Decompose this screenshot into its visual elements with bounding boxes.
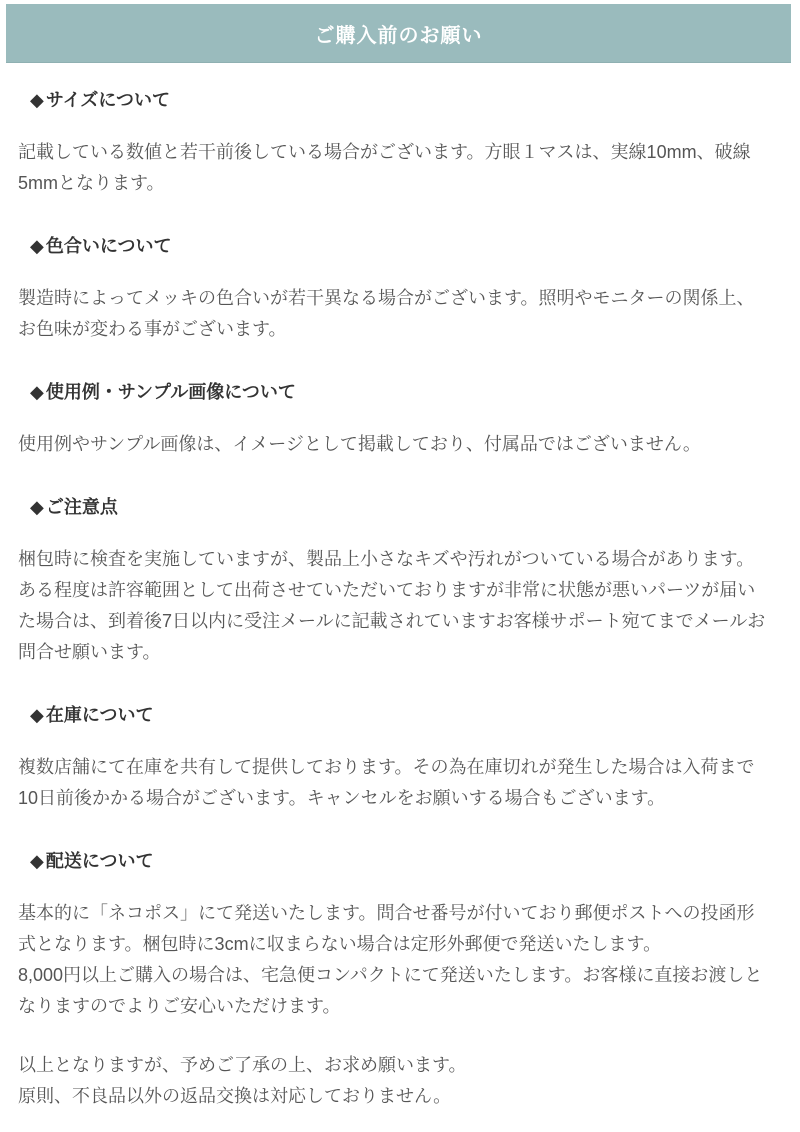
- section-heading-label: ご注意点: [45, 497, 118, 517]
- section-heading-label: 配送について: [45, 851, 154, 871]
- diamond-bullet-icon: ◆: [30, 851, 44, 871]
- section-heading-label: 使用例・サンプル画像について: [45, 382, 296, 402]
- page-title: ご購入前のお願い: [314, 24, 483, 47]
- section-stock: [18, 704, 780, 814]
- section-heading: [30, 89, 780, 111]
- section-heading: [30, 381, 780, 403]
- section-body: [18, 898, 780, 1022]
- section-body: [18, 429, 780, 460]
- section-body: [18, 137, 780, 199]
- section-heading-label: 在庫について: [45, 705, 154, 725]
- page-title-banner: [6, 4, 791, 63]
- diamond-bullet-icon: ◆: [30, 236, 44, 256]
- body-paragraph: 基本的に「ネコポス」にて発送いたします。問合せ番号が付いており郵便ポストへの投函形式となります。梱包時に3cmに収まらない場合は定形外郵便で発送いたします。: [18, 903, 755, 954]
- section-shipping: [18, 850, 780, 1022]
- section-color: [18, 235, 780, 345]
- section-heading-label: 色合いについて: [45, 236, 172, 256]
- section-heading: [30, 704, 780, 726]
- diamond-bullet-icon: ◆: [30, 705, 44, 725]
- diamond-bullet-icon: ◆: [30, 382, 44, 402]
- section-body: [18, 283, 780, 345]
- section-heading: [30, 235, 780, 257]
- body-paragraph: 梱包時に検査を実施していますが、製品上小さなキズや汚れがついている場合があります。ある程度は許容範囲として出荷させていただいておりますが非常に状態が悪いパーツが届いた場合は、到着後7日以内に受注メールに記載されていますお客様サポート宛てまでメールお問合せ願います。: [18, 549, 766, 662]
- section-sample-images: [18, 381, 780, 460]
- diamond-bullet-icon: ◆: [30, 90, 44, 110]
- body-paragraph: 製造時によってメッキの色合いが若干異なる場合がございます。照明やモニターの関係上、お色味が変わる事がございます。: [18, 288, 755, 339]
- section-heading-label: サイズについて: [45, 90, 171, 110]
- diamond-bullet-icon: ◆: [30, 497, 44, 517]
- body-paragraph: 使用例やサンプル画像は、イメージとして掲載しており、付属品ではございません。: [18, 434, 701, 454]
- section-body: [18, 544, 780, 668]
- body-paragraph: 複数店舗にて在庫を共有して提供しております。その為在庫切れが発生した場合は入荷まで10日前後かかる場合がございます。キャンセルをお願いする場合もございます。: [18, 757, 755, 808]
- closing-line: 原則、不良品以外の返品交換は対応しておりません。: [18, 1086, 452, 1106]
- purchase-notice-page: [0, 4, 800, 1132]
- section-body: [18, 752, 780, 814]
- closing-notes: [18, 1050, 780, 1112]
- body-paragraph: 8,000円以上ご購入の場合は、宅急便コンパクトにて発送いたします。お客様に直接お渡しとなりますのでよりご安心いただけます。: [18, 965, 763, 1016]
- section-cautions: [18, 496, 780, 668]
- closing-line: 以上となりますが、予めご了承の上、お求め願います。: [18, 1055, 467, 1075]
- section-heading: [30, 496, 780, 518]
- section-size: [18, 89, 780, 199]
- section-heading: [30, 850, 780, 872]
- body-paragraph: 記載している数値と若干前後している場合がございます。方眼１マスは、実線10mm、破線5mmとなります。: [18, 142, 751, 193]
- notice-content: [0, 63, 800, 1132]
